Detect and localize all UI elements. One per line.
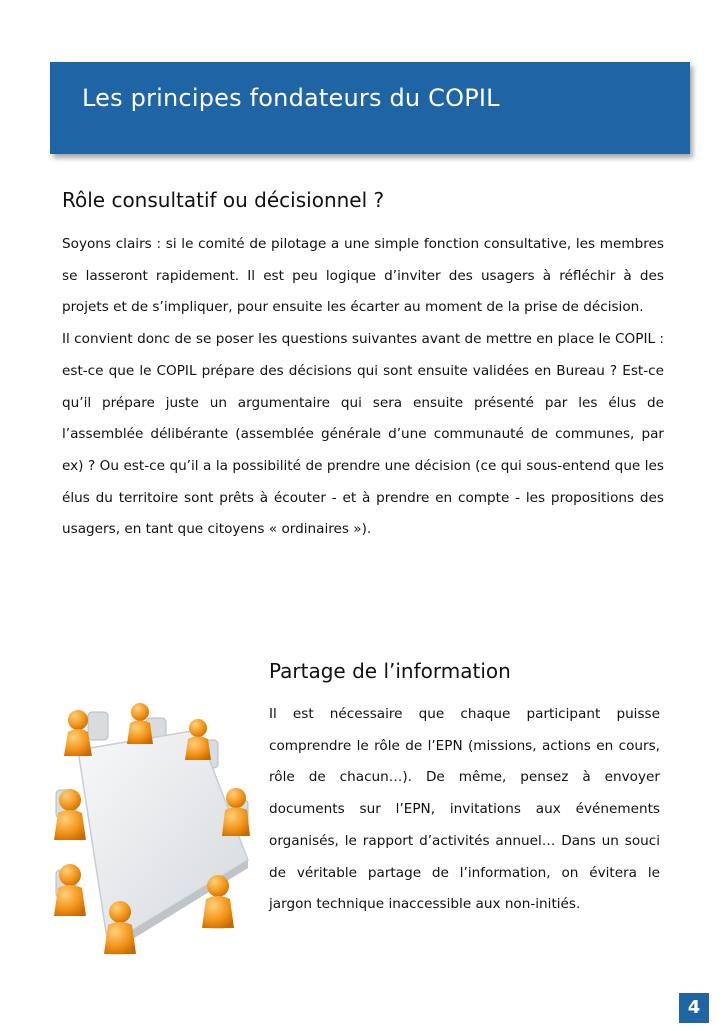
section-body-role <box>62 229 664 546</box>
page-number: 4 <box>679 993 709 1023</box>
section-heading-role: Rôle consultatif ou décisionnel ? <box>62 188 385 212</box>
title-banner <box>50 62 690 154</box>
paragraph: Soyons clairs : si le comité de pilotage a une simple fonction consultative, les membres se lasseront rapidement. Il est peu logique d’inviter des usagers à réfléchir à des projets et de s’impliquer, pour ensuite les écarter au moment de la prise de décision. <box>62 236 664 316</box>
meeting-table-figures-icon <box>48 690 258 970</box>
paragraph: Il est nécessaire que chaque participant puisse comprendre le rôle de l’EPN (missions, actions en cours, rôle de chacun…). De même, pensez à envoyer documents sur l’EPN, invitations aux événements organisés, le rapport d’activités annuel… Dans un souci de véritable partage de l’information, on évitera le jargon technique inaccessible aux non-initiés. <box>269 706 660 913</box>
section-heading-information: Partage de l’information <box>269 659 511 683</box>
page-title: Les principes fondateurs du COPIL <box>82 84 500 112</box>
paragraph: Il convient donc de se poser les questions suivantes avant de mettre en place le COPIL : est-ce que le COPIL prépare des décisions qui sont ensuite validées en Bureau ? Est-ce qu’il prépare juste un argumentaire qui sera ensuite présenté par les élus de l’assemblée délibérante (assemblée générale d’une communauté de communes, par ex) ? Ou est-ce qu’il a la possibilité de prendre une décision (ce qui sous-entend que les élus du territoire sont prêts à écouter - et à prendre en compte - les propositions des usagers, en tant que citoyens « ordinaires »). <box>62 331 664 538</box>
section-body-information <box>269 699 660 921</box>
